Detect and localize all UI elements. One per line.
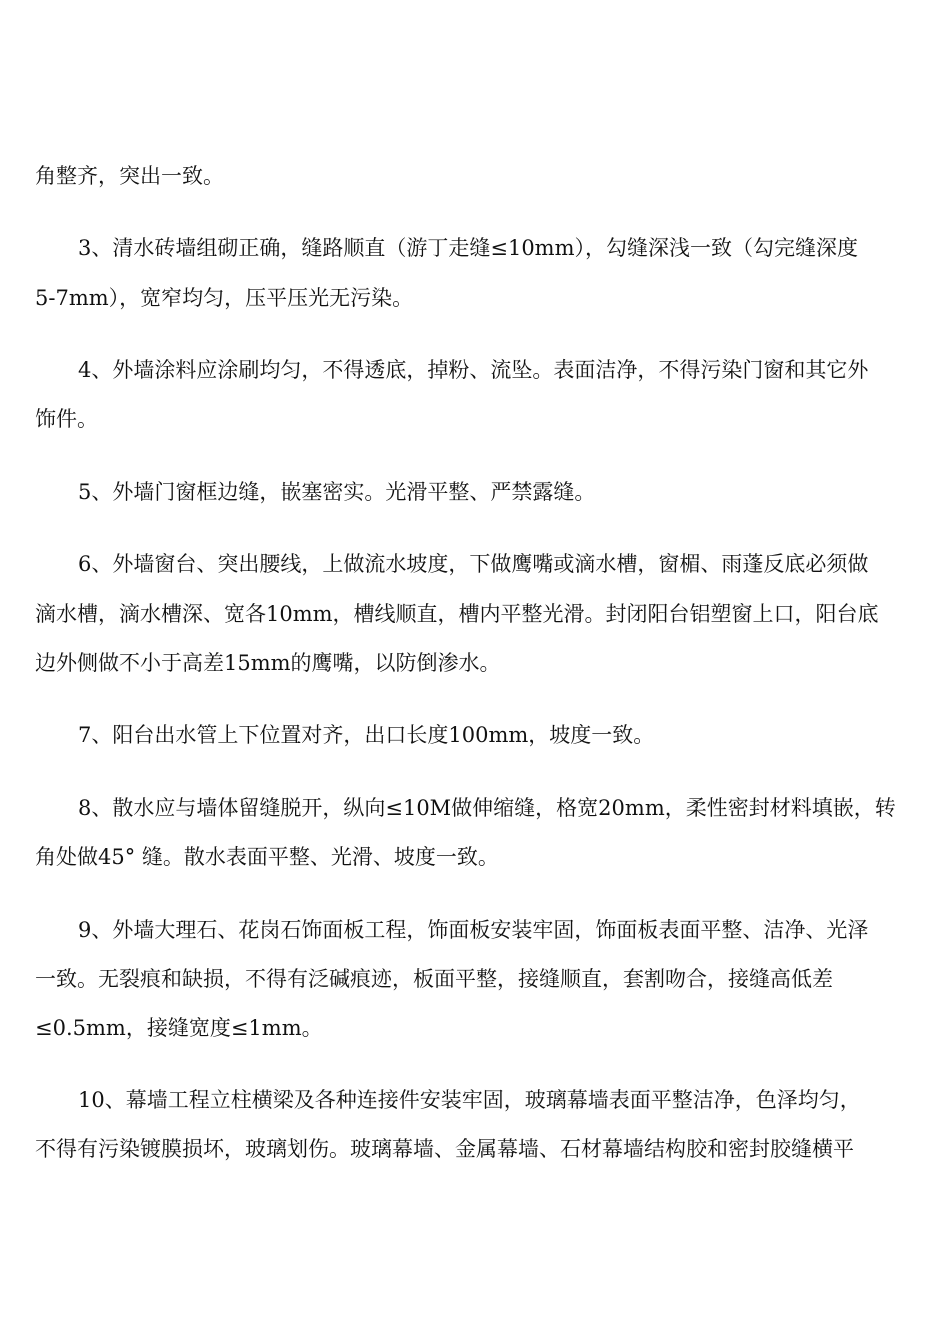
paragraph-9-line-3: ≤0.5mm，接缝宽度≤1mm。	[35, 1016, 323, 1040]
paragraph-8-line-1: 8、散水应与墙体留缝脱开，纵向≤10M做伸缩缝，格宽20mm，柔性密封材料填嵌，转	[78, 796, 896, 820]
paragraph-3-line-1: 3、清水砖墙组砌正确，缝路顺直（游丁走缝≤10mm），勾缝深浅一致（勾完缝深度	[78, 236, 859, 260]
paragraph-10-line-1: 10、幕墙工程立柱横梁及各种连接件安装牢固，玻璃幕墙表面平整洁净，色泽均匀，	[78, 1088, 861, 1112]
paragraph-6-line-2: 滴水槽，滴水槽深、宽各10mm，槽线顺直，槽内平整光滑。封闭阳台铝塑窗上口，阳台底	[35, 602, 879, 626]
paragraph-7-line-1: 7、阳台出水管上下位置对齐，出口长度100mm，坡度一致。	[78, 723, 655, 747]
paragraph-8-line-2: 角处做45° 缝。散水表面平整、光滑、坡度一致。	[35, 845, 499, 869]
paragraph-6-line-1: 6、外墙窗台、突出腰线，上做流水坡度，下做鹰嘴或滴水槽，窗楣、雨蓬反底必须做	[78, 552, 869, 576]
paragraph-5-line-1: 5、外墙门窗框边缝，嵌塞密实。光滑平整、严禁露缝。	[78, 480, 596, 504]
paragraph-10-line-2: 不得有污染镀膜损坏，玻璃划伤。玻璃幕墙、金属幕墙、石材幕墙结构胶和密封胶缝横平	[35, 1137, 854, 1161]
paragraph-9-line-1: 9、外墙大理石、花岗石饰面板工程，饰面板安装牢固，饰面板表面平整、洁净、光泽	[78, 918, 869, 942]
paragraph-4-line-2: 饰件。	[35, 407, 98, 431]
paragraph-4-line-1: 4、外墙涂料应涂刷均匀，不得透底，掉粉、流坠。表面洁净，不得污染门窗和其它外	[78, 358, 869, 382]
paragraph-9-line-2: 一致。无裂痕和缺损，不得有泛碱痕迹，板面平整，接缝顺直，套割吻合，接缝高低差	[35, 967, 833, 991]
text-line: 角整齐，突出一致。	[35, 164, 224, 188]
paragraph-6-line-3: 边外侧做不小于高差15mm的鹰嘴，以防倒渗水。	[35, 651, 501, 675]
paragraph-3-line-2: 5-7mm），宽窄均匀，压平压光无污染。	[35, 286, 414, 310]
